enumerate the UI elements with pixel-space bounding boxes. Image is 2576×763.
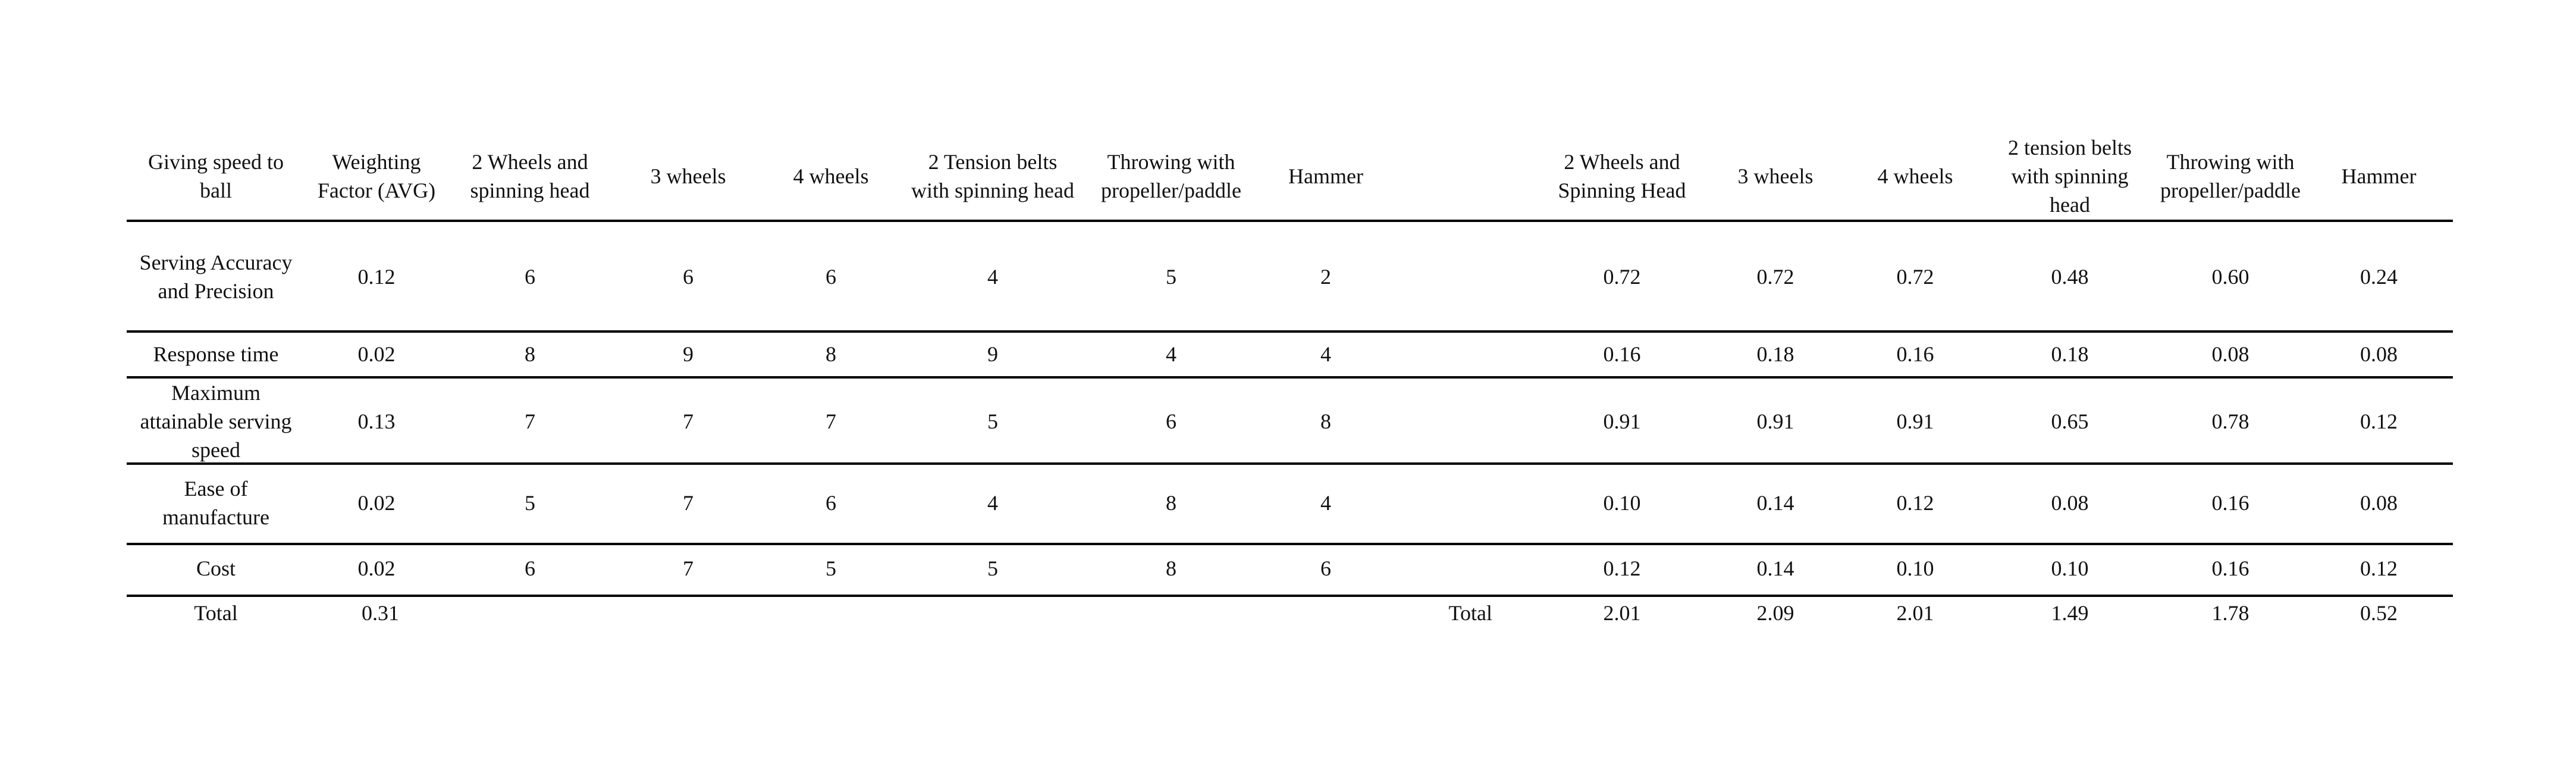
- header-weighted-5: Throwing with propeller/paddle: [2160, 150, 2301, 202]
- row-weight: 0.02: [357, 556, 396, 580]
- score-cell: 8: [1166, 556, 1176, 580]
- weighted-cell: 0.14: [1756, 556, 1794, 580]
- weighted-cell: 0.78: [2211, 409, 2249, 433]
- weighted-cell: 0.14: [1756, 491, 1794, 515]
- row-weight: 0.02: [357, 342, 396, 366]
- score-cell: 6: [1166, 409, 1176, 433]
- header-score-4: 2 Tension belts with spinning head: [911, 150, 1074, 202]
- score-cell: 8: [1320, 409, 1331, 433]
- row-weight: 0.13: [357, 409, 396, 433]
- score-cell: 7: [826, 409, 836, 433]
- score-cell: 7: [683, 556, 694, 580]
- header-weighted-4: 2 tension belts with spinning head: [2008, 136, 2132, 217]
- header-weighting: Weighting Factor (AVG): [317, 150, 436, 202]
- row-rule: [127, 330, 2453, 333]
- weighted-cell: 0.10: [1896, 556, 1934, 580]
- row-criterion: Response time: [153, 342, 279, 366]
- weighted-total: 2.01: [1896, 601, 1934, 625]
- score-cell: 9: [683, 342, 694, 366]
- header-weighted-3: 4 wheels: [1877, 164, 1953, 188]
- row-rule: [127, 543, 2453, 545]
- header-score-3: 4 wheels: [793, 164, 869, 188]
- score-cell: 4: [1166, 342, 1176, 366]
- weighted-cell: 0.16: [2211, 491, 2249, 515]
- weighted-cell: 0.18: [2051, 342, 2089, 366]
- weighted-cell: 0.24: [2360, 265, 2398, 289]
- total-label: Total: [194, 601, 238, 625]
- score-cell: 8: [826, 342, 836, 366]
- header-weighted-2: 3 wheels: [1737, 164, 1813, 188]
- weighted-cell: 0.10: [1603, 491, 1641, 515]
- row-weight: 0.02: [357, 491, 396, 515]
- score-cell: 8: [525, 342, 535, 366]
- score-cell: 7: [525, 409, 535, 433]
- weighted-cell: 0.12: [1603, 556, 1641, 580]
- header-criteria: Giving speed to ball: [148, 150, 284, 202]
- score-cell: 5: [987, 409, 998, 433]
- weighted-total: 0.52: [2360, 601, 2398, 625]
- score-cell: 4: [1320, 342, 1331, 366]
- weighted-cell: 0.08: [2051, 491, 2089, 515]
- score-cell: 4: [1320, 491, 1331, 515]
- score-cell: 9: [987, 342, 998, 366]
- weighted-cell: 0.16: [1896, 342, 1934, 366]
- weighted-cell: 0.16: [1603, 342, 1641, 366]
- score-cell: 4: [987, 265, 998, 289]
- score-cell: 7: [683, 409, 694, 433]
- weighted-total: 1.78: [2211, 601, 2249, 625]
- total-weight: 0.31: [362, 601, 399, 625]
- score-cell: 2: [1320, 265, 1331, 289]
- row-criterion: Serving Accuracy and Precision: [139, 251, 293, 303]
- score-cell: 6: [525, 556, 535, 580]
- score-cell: 7: [683, 491, 694, 515]
- weighted-total: 1.49: [2051, 601, 2089, 625]
- header-rule: [127, 220, 2453, 222]
- header-score-6: Hammer: [1288, 164, 1363, 188]
- weighted-cell: 0.12: [2360, 409, 2398, 433]
- weighted-cell: 0.08: [2211, 342, 2249, 366]
- header-score-1: 2 Wheels and spinning head: [470, 150, 590, 202]
- score-cell: 5: [987, 556, 998, 580]
- weighted-total: 2.09: [1756, 601, 1794, 625]
- weighted-cell: 0.60: [2211, 265, 2249, 289]
- score-cell: 4: [987, 491, 998, 515]
- score-cell: 5: [1166, 265, 1176, 289]
- score-cell: 6: [826, 265, 836, 289]
- weighted-cell: 0.91: [1603, 409, 1641, 433]
- weighted-cell: 0.91: [1756, 409, 1794, 433]
- score-cell: 8: [1166, 491, 1176, 515]
- score-cell: 5: [525, 491, 535, 515]
- weighted-cell: 0.48: [2051, 265, 2089, 289]
- weighted-cell: 0.08: [2360, 342, 2398, 366]
- score-cell: 5: [826, 556, 836, 580]
- header-score-5: Throwing with propeller/paddle: [1101, 150, 1241, 202]
- header-weighted-1: 2 Wheels and Spinning Head: [1558, 150, 1686, 202]
- total-rule: [127, 595, 2453, 597]
- weighted-total-label: Total: [1448, 601, 1492, 625]
- header-weighted-6: Hammer: [2341, 164, 2417, 188]
- score-cell: 6: [1320, 556, 1331, 580]
- weighted-cell: 0.72: [1603, 265, 1641, 289]
- score-cell: 6: [525, 265, 535, 289]
- row-criterion: Maximum attainable serving speed: [140, 381, 292, 462]
- weighted-cell: 0.65: [2051, 409, 2089, 433]
- weighted-cell: 0.18: [1756, 342, 1794, 366]
- weighted-cell: 0.10: [2051, 556, 2089, 580]
- weighted-cell: 0.91: [1896, 409, 1934, 433]
- row-criterion: Ease of manufacture: [162, 477, 269, 529]
- row-criterion: Cost: [196, 556, 236, 580]
- weighted-cell: 0.12: [1896, 491, 1934, 515]
- weighted-cell: 0.12: [2360, 556, 2398, 580]
- weighted-total: 2.01: [1603, 601, 1641, 625]
- row-rule: [127, 462, 2453, 465]
- score-cell: 6: [683, 265, 694, 289]
- weighted-cell: 0.72: [1756, 265, 1794, 289]
- weighted-cell: 0.16: [2211, 556, 2249, 580]
- weighted-cell: 0.08: [2360, 491, 2398, 515]
- row-weight: 0.12: [357, 265, 396, 289]
- weighted-cell: 0.72: [1896, 265, 1934, 289]
- score-cell: 6: [826, 491, 836, 515]
- header-score-2: 3 wheels: [650, 164, 726, 188]
